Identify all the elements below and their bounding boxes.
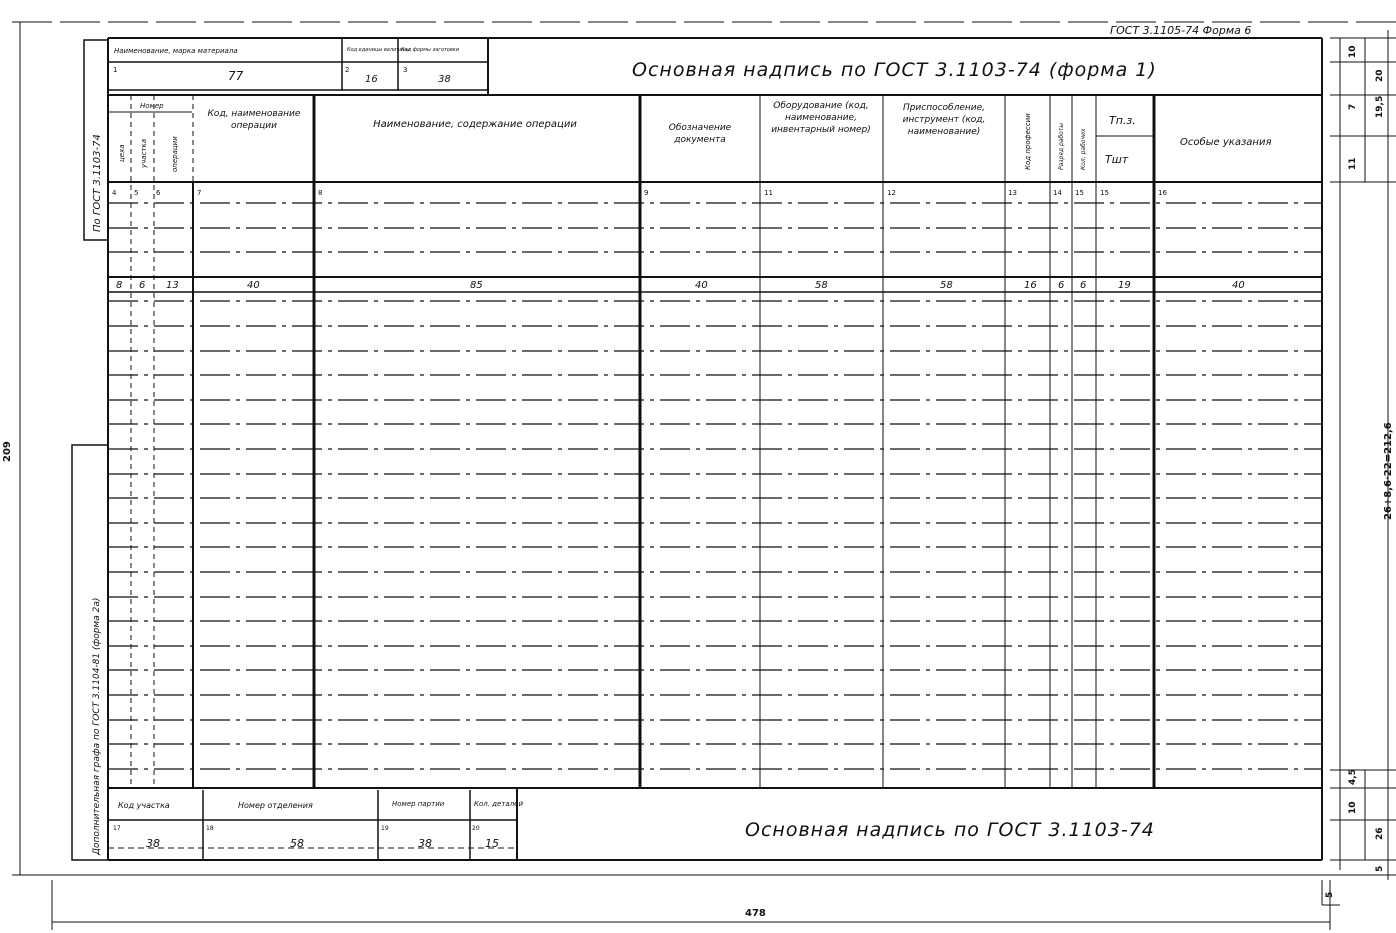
dim-right-bottom-1: 4,5 — [1348, 769, 1358, 785]
column-number: 11 — [764, 189, 773, 197]
bottom-header-parts: Кол. деталей — [474, 800, 524, 808]
col-header-grade: Разряд работы — [1058, 122, 1065, 170]
top-value-2: 16 — [365, 74, 378, 85]
column-number: 12 — [887, 189, 896, 197]
column-width-label: 19 — [1118, 280, 1131, 291]
top-value-1: 77 — [228, 69, 244, 83]
left-note-bottom: Дополнительная графа по ГОСТ 3.1104-81 (форма 2а) — [92, 597, 102, 855]
column-width-label: 40 — [247, 280, 260, 291]
column-width-label: 6 — [139, 280, 146, 291]
bottom-header-section: Код участка — [118, 801, 170, 810]
dim-total-width: 478 — [745, 908, 766, 919]
col-header-equipment: Оборудование (код, наименование, инвентарный номер) — [771, 101, 871, 135]
top-right-code: ГОСТ 3.1105-74 Форма 6 — [1110, 24, 1252, 37]
top-header-material: Наименование, марка материала — [114, 47, 238, 55]
dim-right-bottom-4: 5 — [1375, 865, 1385, 872]
dim-right-top-4: 19,5 — [1375, 95, 1385, 118]
dim-right-top-5: 11 — [1348, 157, 1358, 170]
column-number: 9 — [644, 189, 649, 197]
column-number: 16 — [1158, 189, 1167, 197]
top-header-blank: Код формы заготовки — [401, 47, 460, 53]
column-number: 15 — [1075, 189, 1084, 197]
dim-right-bottom-2: 10 — [1348, 801, 1358, 814]
col-header-section: участка — [140, 138, 148, 168]
dim-right-top-3: 7 — [1348, 103, 1358, 110]
column-width-label: 16 — [1024, 280, 1037, 291]
dim-right-top-2: 20 — [1375, 69, 1385, 82]
column-number: 8 — [318, 189, 323, 197]
column-width-label: 40 — [1232, 280, 1245, 291]
bottom-value-1: 38 — [146, 837, 160, 850]
column-width-label: 8 — [116, 280, 123, 291]
col-header-tooling-wrap — [885, 102, 1003, 172]
group-header-number: Номер — [140, 102, 164, 110]
column-width-label: 58 — [815, 280, 828, 291]
col-header-special: Особые указания — [1180, 137, 1272, 148]
bottom-cell-num-1: 17 — [113, 825, 121, 832]
dim-left-margin: 5 — [1325, 891, 1335, 898]
col-header-tooling: Приспособление, инструмент (код, наименование) — [902, 103, 986, 137]
col-header-workshop: цеха — [118, 144, 126, 162]
bottom-cell-num-2: 18 — [206, 825, 214, 832]
title-top: Основная надпись по ГОСТ 3.1103-74 (форма 1) — [632, 59, 1157, 81]
col-header-operation-code-wrap — [196, 108, 312, 168]
column-width-label: 85 — [470, 280, 483, 291]
column-number: 5 — [134, 189, 139, 197]
dim-right-stack: 26+8,6·22=212,6 — [1383, 422, 1394, 520]
col-header-document-wrap — [644, 122, 756, 162]
top-cell-num-3: 3 — [403, 66, 408, 74]
bottom-value-3: 38 — [418, 837, 432, 850]
column-width-label: 6 — [1058, 280, 1065, 291]
col-header-profession: Код профессии — [1024, 113, 1032, 170]
column-number: 7 — [197, 189, 202, 197]
column-number: 4 — [112, 189, 117, 197]
dim-right-bottom-3: 26 — [1375, 827, 1385, 840]
col-header-equipment-wrap — [761, 100, 881, 180]
col-header-operation-content-wrap — [330, 118, 620, 158]
column-number: 6 — [156, 189, 161, 197]
bottom-cell-num-4: 20 — [472, 825, 480, 832]
column-width-label: 13 — [166, 280, 179, 291]
top-header-unit: Код единицы величины — [347, 47, 410, 53]
time-label-tpz: Тп.з. — [1109, 114, 1136, 127]
column-width-label: 58 — [940, 280, 953, 291]
column-number: 15 — [1100, 189, 1109, 197]
col-header-operation-code: Код, наименование операции — [207, 109, 301, 131]
left-note-bottom-box — [72, 445, 108, 860]
dim-total-height: 209 — [2, 441, 13, 462]
left-note-top: По ГОСТ 3.1103-74 — [92, 134, 103, 232]
column-number: 14 — [1053, 189, 1062, 197]
bottom-header-batch: Номер партии — [392, 800, 445, 808]
bottom-cell-num-3: 19 — [381, 825, 389, 832]
col-header-workers: Кол. рабочих — [1080, 128, 1087, 170]
col-header-operation-content: Наименование, содержание операции — [373, 119, 577, 130]
column-width-label: 6 — [1080, 280, 1087, 291]
bottom-value-4: 15 — [485, 837, 499, 850]
col-header-document: Обозначение документа — [668, 123, 732, 145]
title-bottom: Основная надпись по ГОСТ 3.1103-74 — [745, 819, 1155, 841]
top-value-3: 38 — [438, 74, 451, 85]
bottom-header-department: Номер отделения — [238, 801, 313, 810]
time-label-tsht: Тшт — [1105, 153, 1129, 166]
top-cell-num-1: 1 — [113, 66, 118, 74]
column-number: 13 — [1008, 189, 1017, 197]
bottom-value-2: 58 — [290, 837, 304, 850]
dim-right-top-1: 10 — [1348, 45, 1358, 58]
top-cell-num-2: 2 — [345, 66, 350, 74]
col-header-operation-num: операции — [171, 136, 179, 172]
column-width-label: 40 — [695, 280, 708, 291]
